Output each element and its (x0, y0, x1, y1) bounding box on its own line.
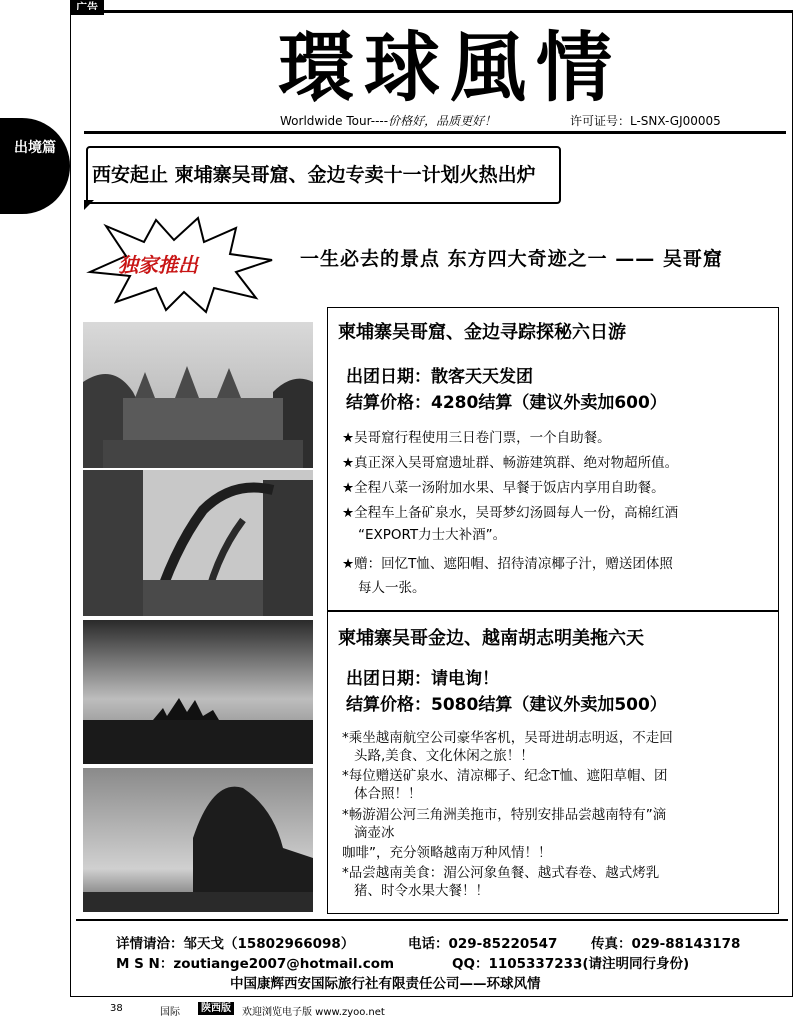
footer-section: 国际 (160, 1007, 180, 1017)
tour-card-1 (327, 307, 779, 611)
tour-1-highlight: 每人一张。 (358, 580, 426, 596)
contact-fax (591, 932, 740, 952)
contact-qq-label: QQ： (452, 956, 489, 972)
tour-1-departure: 出团日期：散客天天发团 (346, 367, 533, 387)
tour-1-price: 结算价格：4280结算（建议外卖加600） (346, 393, 667, 413)
contact-msn-value: zoutiange2007@hotmail.com (173, 956, 395, 972)
photo-tree-roots (83, 470, 313, 616)
tour-2-highlight: *品尝越南美食：湄公河象鱼餐、越式春卷、越式烤乳 (342, 865, 660, 881)
contact-fax-value: 029-88143178 (631, 936, 741, 952)
section-tab (0, 118, 70, 214)
headline: 一生必去的景点 东方四大奇迹之一 —— 吴哥窟 (300, 248, 723, 270)
contact-person-value: 邹天戈（15802966098） (183, 936, 355, 952)
tour-card-2 (327, 611, 779, 914)
tour-2-highlight: 猪、时令水果大餐！！ (354, 883, 489, 899)
contact-phone-value: 029-85220547 (448, 936, 558, 952)
promo-banner-text: 西安起止 柬埔寨吴哥窟、金边专卖十一计划火热出炉 (92, 164, 536, 186)
tour-2-highlight: 头路,美食、文化休闲之旅！！ (354, 748, 534, 764)
contact-phone (408, 932, 557, 952)
contact-person (116, 932, 354, 952)
tour-1-highlight: ★赠：回忆T恤、遮阳帽、招待清凉椰子汁，赠送团体照 (342, 556, 673, 572)
brand-tagline (280, 112, 496, 129)
photo-temple-ruins (83, 322, 313, 468)
exclusive-label: 独家推出 (118, 253, 198, 277)
contact-msn-label: M S N： (116, 956, 174, 972)
tour-2-highlight: 体合照！！ (354, 786, 422, 802)
contact-fax-label: 传真： (591, 936, 632, 952)
banner-fold (84, 200, 94, 210)
contact-qq (452, 952, 689, 972)
slogan: 价格好，品质更好！ (388, 114, 497, 128)
tour-2-departure: 出团日期：请电询！ (346, 669, 499, 689)
tagline-en: Worldwide Tour (280, 114, 371, 128)
contact-phone-label: 电话： (408, 936, 449, 952)
contact-person-label: 详情请洽： (116, 936, 184, 952)
photo-angkor-sunset (83, 620, 313, 764)
tour-2-price: 结算价格：5080结算（建议外卖加500） (346, 695, 667, 715)
ad-tag: 广告 (70, 0, 104, 15)
tour-2-highlight: *畅游湄公河三角洲美拖市，特别安排品尝越南特有”滴 (342, 807, 667, 823)
tour-1-title: 柬埔寨吴哥窟、金边寻踪探秘六日游 (338, 322, 626, 343)
brand-title: 環球風情 (278, 23, 622, 112)
tour-2-highlight: 滴壶冰 (354, 825, 395, 841)
tour-2-highlight: 咖啡”，充分领略越南万种风情！！ (342, 845, 552, 861)
tour-1-highlight: ★全程车上备矿泉水，吴哥梦幻汤圆每人一份，高棉红酒 (342, 505, 679, 521)
contact-msn (116, 952, 394, 972)
footer-site: 欢迎浏览电子版 www.zyoo.net (242, 1007, 385, 1017)
contact-rule (76, 919, 788, 921)
edition-badge: 陕西版 (198, 1002, 234, 1015)
tour-2-title: 柬埔寨吴哥金边、越南胡志明美拖六天 (338, 628, 644, 649)
company-name: 中国康辉西安国际旅行社有限责任公司——环球风情 (230, 976, 541, 992)
tour-2-highlight: *每位赠送矿泉水、清凉椰子、纪念T恤、遮阳草帽、团 (342, 768, 668, 784)
header-rule (84, 131, 786, 134)
section-tab-label: 出境篇 (14, 140, 56, 156)
license-number: 许可证号：L-SNX-GJ00005 (570, 114, 721, 128)
contact-qq-value: 1105337233(请注明同行身份) (488, 956, 690, 972)
tour-1-highlight: “EXPORT力士大补酒”。 (358, 527, 507, 543)
tour-1-highlight: ★吴哥窟行程使用三日卷门票，一个自助餐。 (342, 430, 611, 446)
photo-temple-silhouette (83, 768, 313, 912)
tour-1-highlight: ★真正深入吴哥窟遗址群、畅游建筑群、绝对物超所值。 (342, 455, 679, 471)
tagline-dash: ---- (370, 114, 389, 128)
page-number: 38 (110, 1003, 123, 1014)
tour-1-highlight: ★全程八菜一汤附加水果、早餐于饭店内享用自助餐。 (342, 480, 665, 496)
tour-2-highlight: *乘坐越南航空公司豪华客机，吴哥进胡志明返，不走回 (342, 730, 673, 746)
